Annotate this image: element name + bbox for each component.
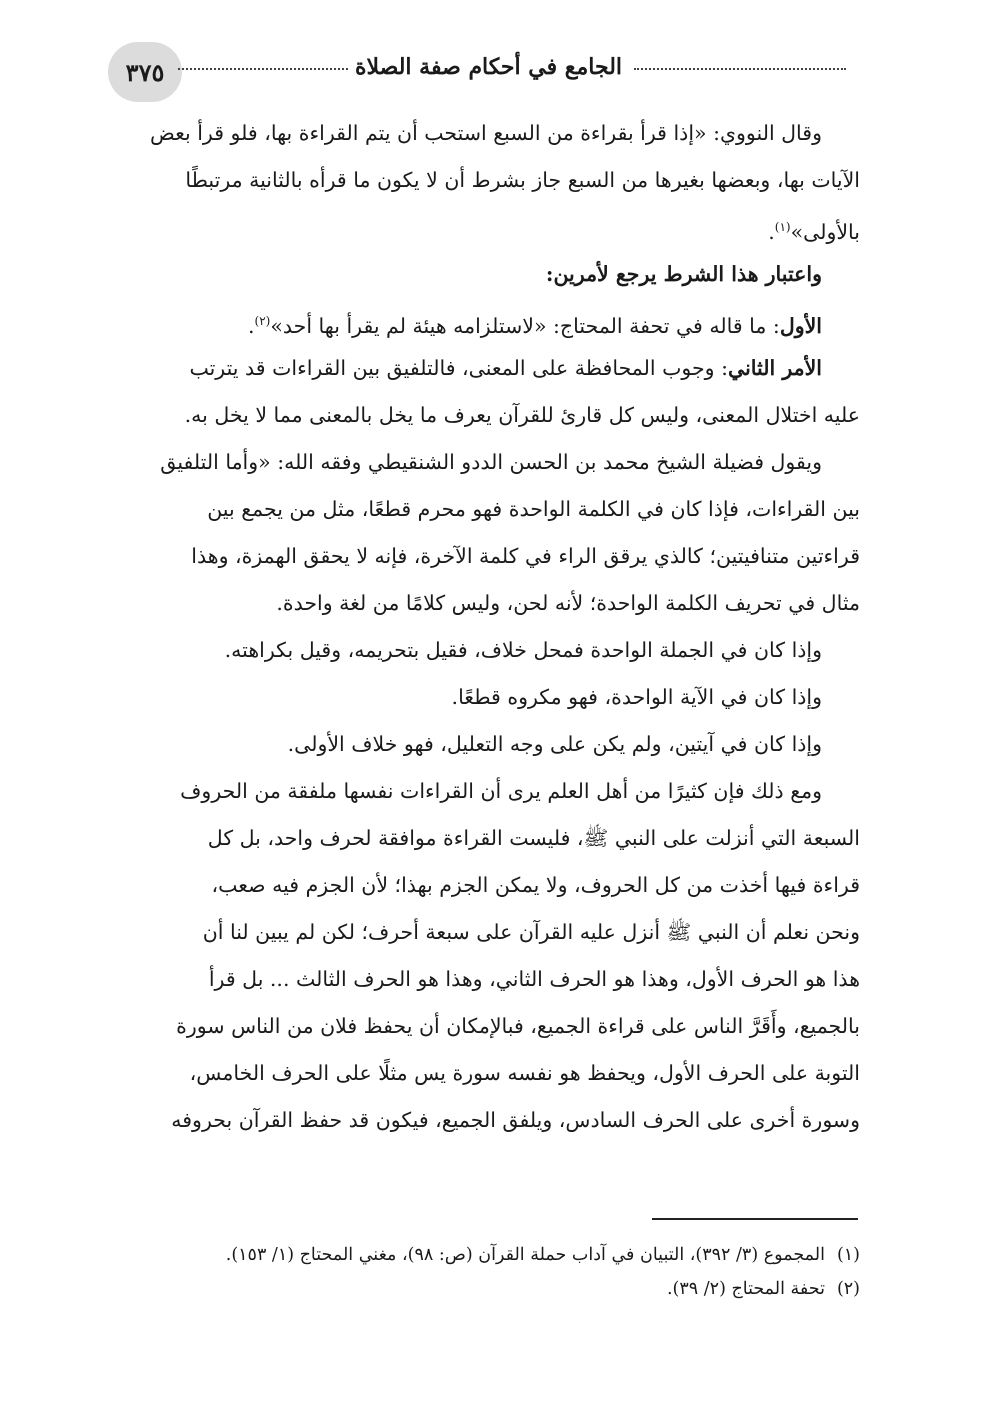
line-text: وإذا كان في آيتين، ولم يكن على وجه التعليل، فهو خلاف الأولى. xyxy=(287,732,822,756)
text-line xyxy=(118,909,860,956)
header-dotted-leader-left xyxy=(178,68,348,70)
text-line xyxy=(118,392,860,439)
text-line xyxy=(118,1003,860,1050)
text-line xyxy=(118,1097,860,1144)
line-text: : وجوب المحافظة على المعنى، فالتلفيق بين القراءات قد يترتب xyxy=(189,356,729,380)
text-line xyxy=(118,298,860,345)
text-line xyxy=(118,768,860,815)
line-text: عليه اختلال المعنى، وليس كل قارئ للقرآن يعرف ما يخل بالمعنى مما لا يخل به. xyxy=(184,403,860,427)
footnote xyxy=(118,1272,860,1306)
text-line xyxy=(118,815,860,862)
footnote-reference[interactable]: (٢) xyxy=(254,314,271,328)
line-text: قراءتين متنافيتين؛ كالذي يرقق الراء في كلمة الآخرة، فإنه لا يحقق الهمزة، وهذا xyxy=(191,544,860,568)
header-dotted-leader-right xyxy=(634,68,846,70)
text-line xyxy=(118,486,860,533)
text-line xyxy=(118,580,860,627)
text-line xyxy=(118,721,860,768)
text-line xyxy=(118,345,860,392)
footnote-text: تحفة المحتاج (٢/ ٣٩). xyxy=(666,1279,825,1299)
line-text: التوبة على الحرف الأول، ويحفظ هو نفسه سورة يس مثلًا على الحرف الخامس، xyxy=(189,1061,860,1085)
footnote xyxy=(118,1238,860,1272)
line-text: هذا هو الحرف الأول، وهذا هو الحرف الثاني، وهذا هو الحرف الثالث ... بل قرأ xyxy=(208,967,860,991)
text-line xyxy=(118,533,860,580)
line-text: وسورة أخرى على الحرف السادس، ويلفق الجميع، فيكون قد حفظ القرآن بحروفه xyxy=(171,1108,860,1132)
line-text: السبعة التي أنزلت على النبي ﷺ، فليست القراءة موافقة لحرف واحد، بل كل xyxy=(207,826,860,850)
line-text: الآيات بها، وبعضها بغيرها من السبع جاز بشرط أن لا يكون ما قرأه بالثانية مرتبطًا xyxy=(185,168,860,192)
page-header xyxy=(100,42,860,102)
page-number: ٣٧٥ xyxy=(108,42,182,102)
text-line xyxy=(118,1050,860,1097)
text-line xyxy=(118,157,860,204)
text-line xyxy=(118,204,860,251)
line-text: ومع ذلك فإن كثيرًا من أهل العلم يرى أن القراءات نفسها ملفقة من الحروف xyxy=(180,779,822,803)
text-line xyxy=(118,439,860,486)
line-text: ويقول فضيلة الشيخ محمد بن الحسن الددو الشنقيطي وفقه الله: «وأما التلفيق xyxy=(160,450,822,474)
text-line xyxy=(118,674,860,721)
footnote-mark: (٢) xyxy=(836,1279,860,1299)
line-text: وقال النووي: «إذا قرأ بقراءة من السبع استحب أن يتم القراءة بها، فلو قرأ بعض xyxy=(150,121,822,145)
line-text: مثال في تحريف الكلمة الواحدة؛ لأنه لحن، وليس كلامًا من لغة واحدة. xyxy=(276,591,860,615)
line-text: وإذا كان في الجملة الواحدة فمحل خلاف، فقيل بتحريمه، وقيل بكراهته. xyxy=(224,638,822,662)
line-text: بالأولى» xyxy=(790,219,860,244)
line-text: قراءة فيها أخذت من كل الحروف، ولا يمكن الجزم بهذا؛ لأن الجزم فيه صعب، xyxy=(211,873,860,897)
footnote-reference[interactable]: (١) xyxy=(774,220,791,234)
text-line xyxy=(118,956,860,1003)
footnote-mark: (١) xyxy=(836,1245,860,1265)
line-text: ونحن نعلم أن النبي ﷺ أنزل عليه القرآن على سبعة أحرف؛ لكن لم يبين لنا أن xyxy=(202,920,860,944)
footnote-text: المجموع (٣/ ٣٩٢)، التبيان في آداب حملة القرآن (ص: ٩٨)، مغني المحتاج (١/ ١٥٣). xyxy=(225,1245,825,1265)
line-text: بين القراءات، فإذا كان في الكلمة الواحدة فهو محرم قطعًا، مثل من يجمع بين xyxy=(207,497,860,521)
line-text: بالجميع، وأَقَرَّ الناس على قراءة الجميع، فبالإمكان أن يحفظ فلان من الناس سورة xyxy=(176,1014,860,1038)
trailing-punctuation: . xyxy=(247,313,255,338)
main-text xyxy=(118,110,860,1144)
line-text: وإذا كان في الآية الواحدة، فهو مكروه قطعًا. xyxy=(451,685,822,709)
lead-term: الأول xyxy=(779,313,822,338)
trailing-punctuation: . xyxy=(768,219,775,244)
text-line xyxy=(118,862,860,909)
line-text: : ما قاله في تحفة المحتاج: «لاستلزامه هيئة لم يقرأ بها أحد» xyxy=(270,313,780,338)
lead-term: الأمر الثاني xyxy=(728,356,822,380)
footnote-separator xyxy=(652,1218,858,1220)
text-line xyxy=(118,110,860,157)
running-title: الجامع في أحكام صفة الصلاة xyxy=(354,54,623,80)
line-text: واعتبار هذا الشرط يرجع لأمرين: xyxy=(545,262,822,286)
text-line xyxy=(118,627,860,674)
footnotes xyxy=(118,1238,860,1306)
text-line xyxy=(118,251,860,298)
